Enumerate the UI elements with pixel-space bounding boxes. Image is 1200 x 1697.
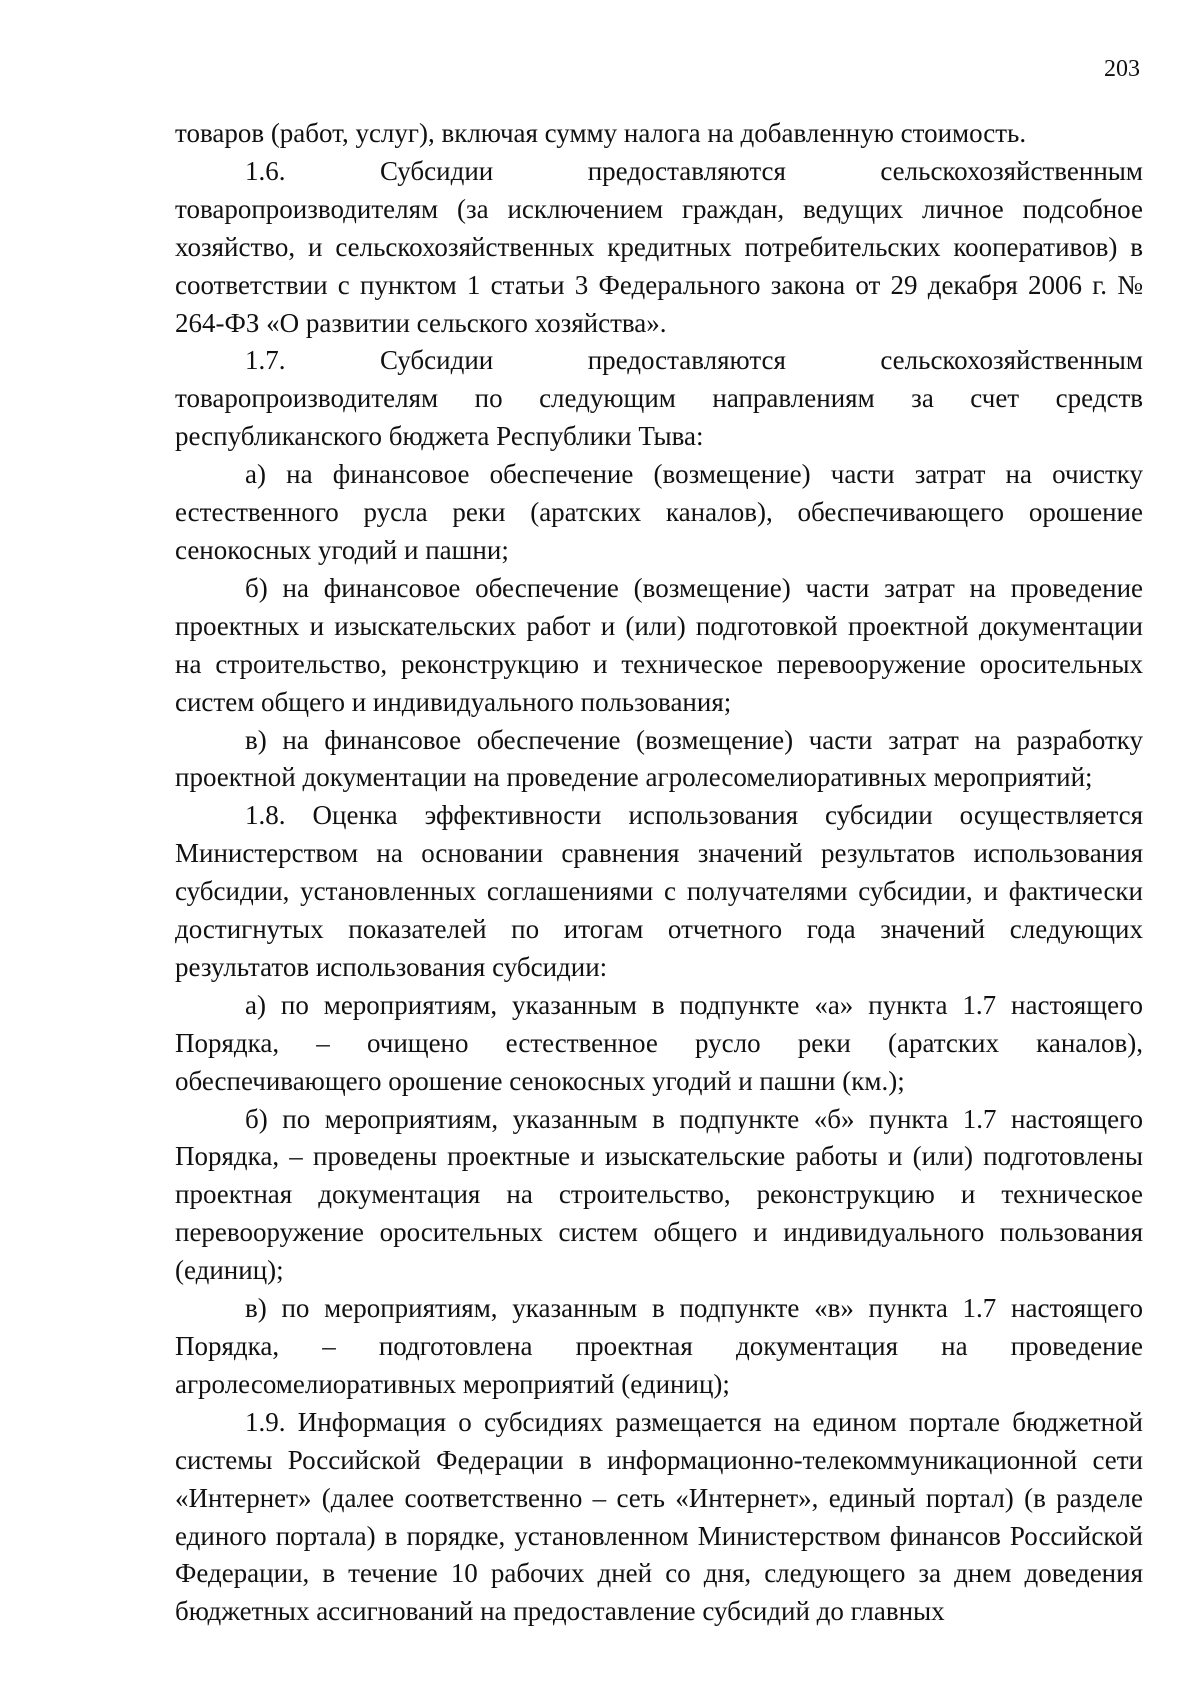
paragraph-1-7: 1.7. Субсидии предоставляются сельскохозяйственным товаропроизводителям по следующим направлениям за счет средств республиканского бюджета Республики Тыва: <box>175 345 1143 452</box>
document-body <box>175 115 1143 1631</box>
paragraph-1-8: 1.8. Оценка эффективности использования субсидии осуществляется Министерством на основании сравнения значений результатов использования субсидии, установленных соглашениями с получателями субсидии, и фактически достигнутых показателей по итогам отчетного года значений следующих результатов использования субсидии: <box>175 800 1143 982</box>
paragraph-1-9: 1.9. Информация о субсидиях размещается на едином портале бюджетной системы Российской Федерации в информационно-телекоммуникационной сети «Интернет» (далее соответственно – сеть «Интернет», единый портал) (в разделе единого портала) в порядке, установленном Министерством финансов Российской Федерации, в течение 10 рабочих дней со дня, следующего за днем доведения бюджетных ассигнований на предоставление субсидий до главных <box>175 1406 1143 1627</box>
paragraph-1-8-a: а) по мероприятиям, указанным в подпункте «а» пункта 1.7 настоящего Порядка, – очищено естественное русло реки (аратских каналов), обеспечивающего орошение сенокосных угодий и пашни (км.); <box>175 989 1143 1096</box>
paragraph-1-7-a: а) на финансовое обеспечение (возмещение) части затрат на очистку естественного русла реки (аратских каналов), обеспечивающего орошение сенокосных угодий и пашни; <box>175 459 1143 565</box>
page-number: 203 <box>1104 56 1140 82</box>
paragraph-1-7-b: б) на финансовое обеспечение (возмещение) части затрат на проведение проектных и изыскательских работ и (или) подготовкой проектной документации на строительство, реконструкцию и техническое перевооружение оросительных систем общего и индивидуального пользования; <box>175 572 1143 717</box>
paragraph-1-8-b: б) по мероприятиям, указанным в подпункте «б» пункта 1.7 настоящего Порядка, – проведены проектные и изыскательские работы и (или) подготовлены проектная документация на строительство, реконструкцию и техническое перевооружение оросительных систем общего и индивидуального пользования (единиц); <box>175 1103 1143 1286</box>
paragraph-continuation: товаров (работ, услуг), включая сумму налога на добавленную стоимость. <box>175 118 1027 148</box>
paragraph-1-6: 1.6. Субсидии предоставляются сельскохозяйственным товаропроизводителям (за исключением граждан, ведущих личное подсобное хозяйство, и сельскохозяйственных кредитных потребительских кооперативов) в соответствии с пунктом 1 статьи 3 Федерального закона от 29 декабря 2006 г. № 264-ФЗ «О развитии сельского хозяйства». <box>175 155 1143 338</box>
paragraph-1-7-v: в) на финансовое обеспечение (возмещение) части затрат на разработку проектной документации на проведение агролесомелиоративных мероприятий; <box>175 724 1143 793</box>
paragraph-1-8-v: в) по мероприятиям, указанным в подпункте «в» пункта 1.7 настоящего Порядка, – подготовлена проектная документация на проведение агролесомелиоративных мероприятий (единиц); <box>175 1293 1143 1399</box>
